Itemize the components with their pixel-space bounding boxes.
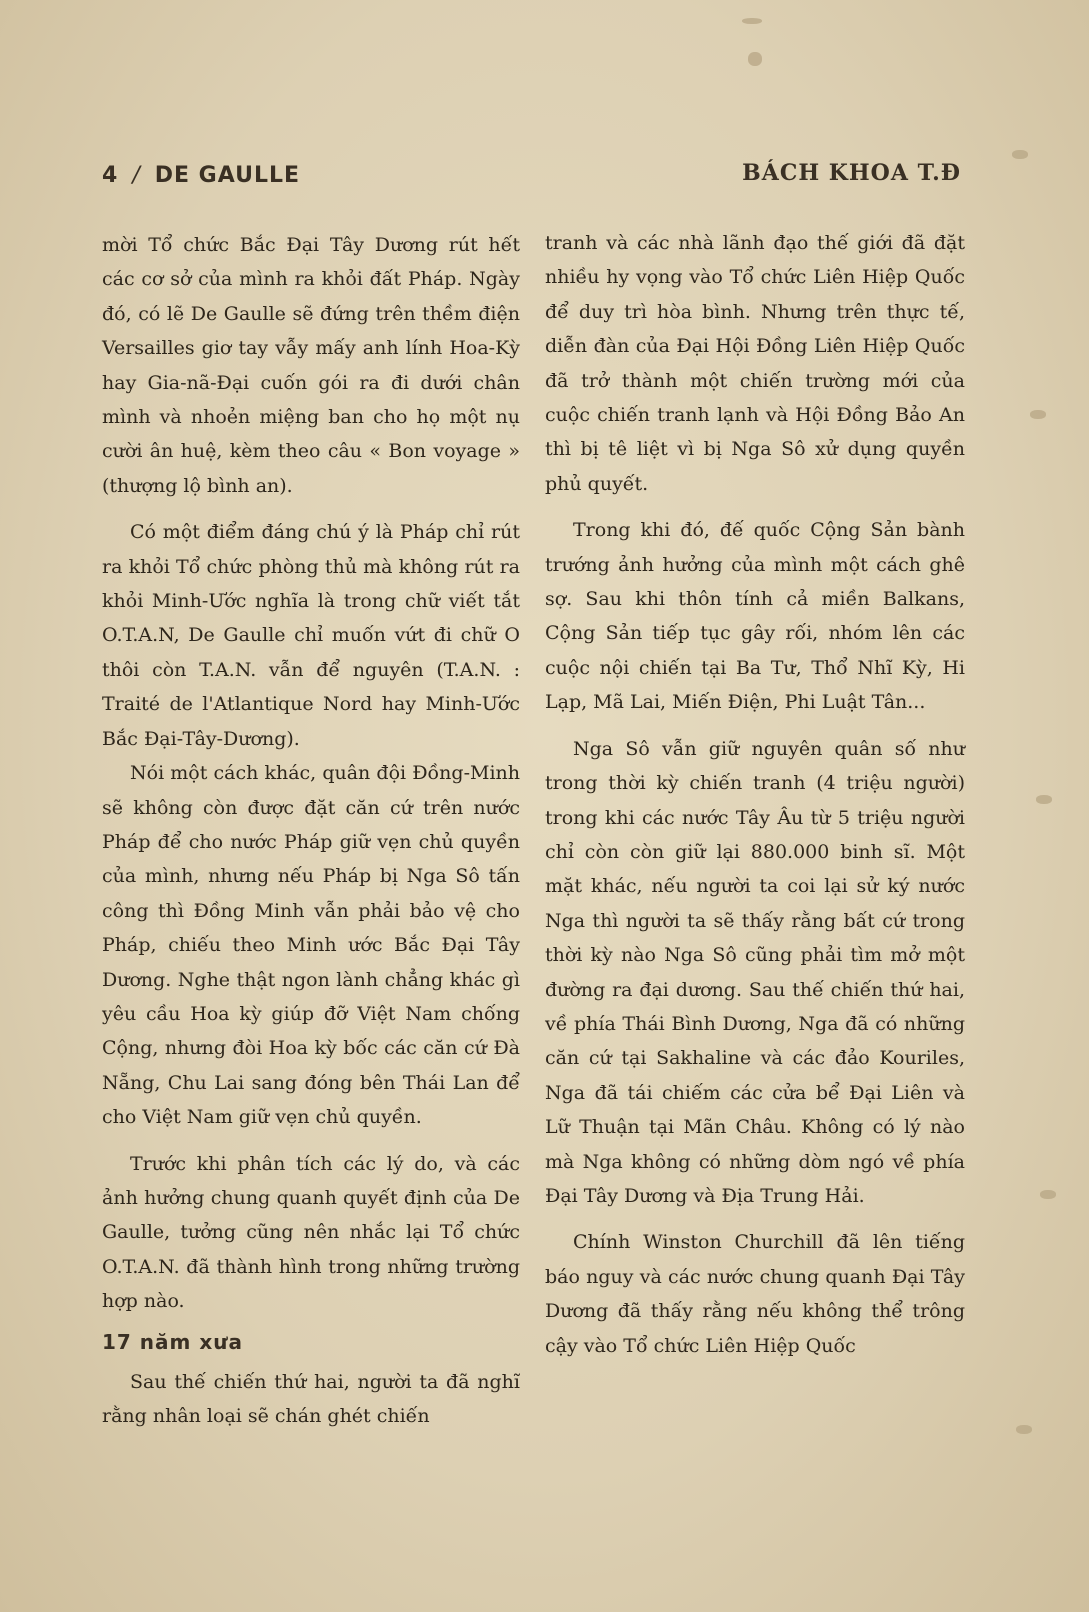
paper-stain xyxy=(1040,1190,1056,1199)
paper-stain xyxy=(1012,150,1028,159)
paragraph: Nga Sô vẫn giữ nguyên quân số như trong thời kỳ chiến tranh (4 triệu người) trong khi các nước Tây Âu từ 5 triệu người chỉ còn còn giữ lại 880.000 binh sĩ. Một mặt khác, nếu người ta coi lại sử ký nước Nga thì người ta sẽ thấy rằng bất cứ trong thời kỳ nào Nga Sô cũng phải tìm mở một đường ra đại dương. Sau thế chiến thứ hai, về phía Thái Bình Dương, Nga đã có những căn cứ tại Sakhaline và các đảo Kouriles, Nga đã tái chiếm các cửa bể Đại Liên và Lữ Thuận tại Mãn Châu. Không có lý nào mà Nga không có những dòm ngó về phía Đại Tây Dương và Địa Trung Hải. xyxy=(545,737,965,1207)
running-head-left xyxy=(102,163,300,188)
left-column xyxy=(102,228,520,1434)
paragraph: Trước khi phân tích các lý do, và các ảnh hưởng chung quanh quyết định của De Gaulle, tưởng cũng nên nhắc lại Tổ chức O.T.A.N. đã thành hình trong những trường hợp nào. xyxy=(102,1152,520,1313)
paragraph: Trong khi đó, đế quốc Cộng Sản bành trướng ảnh hưởng của mình một cách ghê sợ. Sau khi thôn tính cả miền Balkans, Cộng Sản tiếp tục gây rối, nhóm lên các cuộc nội chiến tại Ba Tư, Thổ Nhĩ Kỳ, Hi Lạp, Mã Lai, Miến Điện, Phi Luật Tân... xyxy=(545,519,965,714)
paragraph: tranh và các nhà lãnh đạo thế giới đã đặt nhiều hy vọng vào Tổ chức Liên Hiệp Quốc để duy trì hòa bình. Nhưng trên thực tế, diễn đàn của Đại Hội Đồng Liên Hiệp Quốc đã trở thành một chiến trường mới của cuộc chiến tranh lạnh và Hội Đồng Bảo An thì bị tê liệt vì bị Nga Sô xử dụng quyền phủ quyết. xyxy=(545,232,965,495)
right-column xyxy=(545,226,965,1363)
paragraph: Có một điểm đáng chú ý là Pháp chỉ rút ra khỏi Tổ chức phòng thủ mà không rút ra khỏi Minh-Ước nghĩa là trong chữ viết tắt O.T.A.N, De Gaulle chỉ muốn vứt đi chữ O thôi còn T.A.N. vẫn để nguyên (T.A.N. : Traité de l'Atlantique Nord hay Minh-Ước Bắc Đại-Tây-Dương). xyxy=(102,521,520,750)
paper-stain xyxy=(1030,410,1046,419)
paragraph: mời Tổ chức Bắc Đại Tây Dương rút hết các cơ sở của mình ra khỏi đất Pháp. Ngày đó, có lẽ De Gaulle sẽ đứng trên thềm điện Versailles giơ tay vẫy mấy anh lính Hoa-Kỳ hay Gia-nã-Đại cuốn gói ra đi dưới chân mình và nhoẻn miệng ban cho họ một nụ cười ân huệ, kèm theo câu « Bon voyage » (thượng lộ bình an). xyxy=(102,234,520,497)
paper-stain xyxy=(748,52,762,66)
paper-stain xyxy=(742,18,762,24)
paper-stain xyxy=(1036,795,1052,804)
running-title: DE GAULLE xyxy=(154,163,301,188)
header-separator: / xyxy=(132,163,141,188)
paragraph: Chính Winston Churchill đã lên tiếng báo nguy và các nước chung quanh Đại Tây Dương đã thấy rằng nếu không thể trông cậy vào Tổ chức Liên Hiệp Quốc xyxy=(545,1231,965,1357)
paragraph: Sau thế chiến thứ hai, người ta đã nghĩ rằng nhân loại sẽ chán ghét chiến xyxy=(102,1371,520,1428)
paper-stain xyxy=(1016,1425,1032,1434)
page-number: 4 xyxy=(102,163,119,188)
publication-name: BÁCH KHOA T.Đ xyxy=(742,160,961,186)
section-heading: 17 năm xưa xyxy=(102,1329,243,1354)
paragraph: Nói một cách khác, quân đội Đồng-Minh sẽ không còn được đặt căn cứ trên nước Pháp để cho nước Pháp giữ vẹn chủ quyền của mình, nhưng nếu Pháp bị Nga Sô tấn công thì Đồng Minh vẫn phải bảo vệ cho Pháp, chiếu theo Minh ước Bắc Đại Tây Dương. Nghe thật ngon lành chẳng khác gì yêu cầu Hoa kỳ giúp đỡ Việt Nam chống Cộng, nhưng đòi Hoa kỳ bốc các căn cứ Đà Nẵng, Chu Lai sang đóng bên Thái Lan để cho Việt Nam giữ vẹn chủ quyền. xyxy=(102,762,520,1129)
